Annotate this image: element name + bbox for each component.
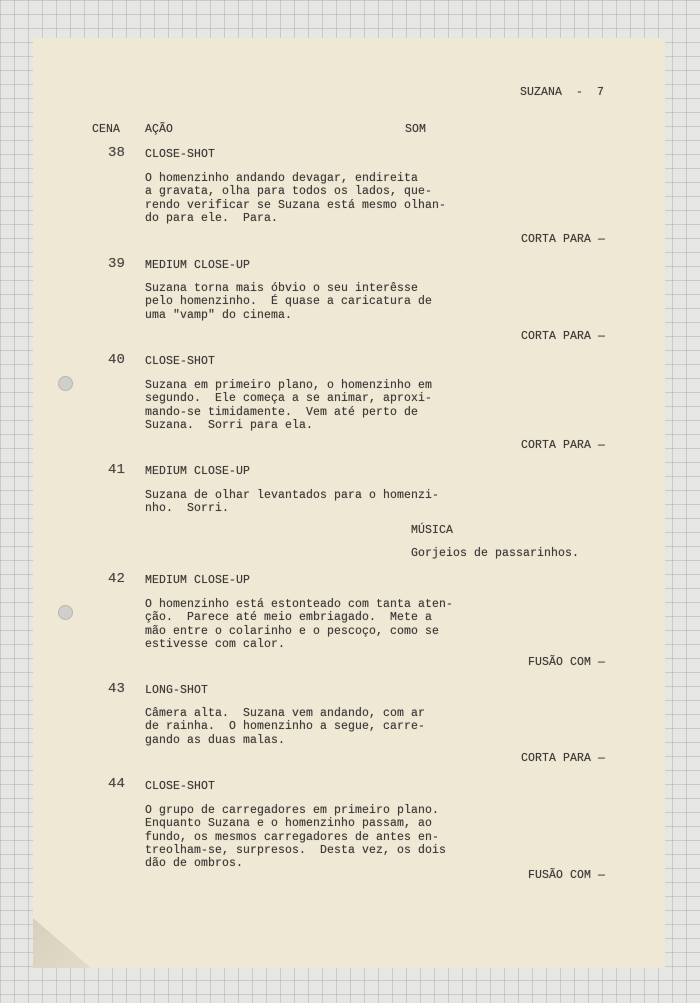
column-som: SOM <box>405 123 427 136</box>
scene-action: O grupo de carregadores em primeiro plano. Enquanto Suzana e o homenzinho passam, ao fundo, os mesmos carregadores de antes en- treolham-se, surpresos. Desta vez, os dois dão de ombros. <box>145 804 447 871</box>
scene-action: Suzana torna mais óbvio o seu interêsse pelo homenzinho. É quase a caricatura de uma "vamp" do cinema. <box>145 282 433 322</box>
scene-shot: CLOSE-SHOT <box>145 780 216 793</box>
scene-transition: CORTA PARA — <box>520 233 605 246</box>
scene-number: 39 <box>108 256 126 272</box>
scene-action: Câmera alta. Suzana vem andando, com ar de rainha. O homenzinho a segue, carre- gando as duas malas. <box>145 707 426 747</box>
scene-number: 38 <box>108 145 126 161</box>
scene-action: Suzana em primeiro plano, o homenzinho em segundo. Ele começa a se animar, aproxi- mando-se timidamente. Vem até perto de Suzana. Sorri para ela. <box>145 379 433 432</box>
scene-shot: LONG-SHOT <box>145 684 209 697</box>
scene-number: 40 <box>108 352 126 368</box>
scene-shot: CLOSE-SHOT <box>145 148 216 161</box>
scene-shot: CLOSE-SHOT <box>145 355 216 368</box>
sound-description: Gorjeios de passarinhos. <box>411 547 580 560</box>
scene-transition: CORTA PARA — <box>520 752 605 765</box>
scene-transition: FUSÃO COM — <box>527 656 605 669</box>
scene-shot: MEDIUM CLOSE-UP <box>145 574 251 587</box>
column-cena: CENA <box>92 123 121 136</box>
scene-number: 41 <box>108 462 126 478</box>
scene-action: O homenzinho está estonteado com tanta aten- ção. Parece até meio embriagado. Mete a mão entre o colarinho e o pescoço, como se estivesse com calor. <box>145 598 454 651</box>
punch-hole-bottom <box>58 605 73 620</box>
scene-number: 44 <box>108 776 126 792</box>
sound-heading: MÚSICA <box>411 524 454 537</box>
scene-transition: CORTA PARA — <box>520 330 605 343</box>
punch-hole-top <box>58 376 73 391</box>
scene-action: O homenzinho andando devagar, endireita a gravata, olha para todos os lados, que- rendo verificar se Suzana está mesmo olhan- do para ele. Para. <box>145 172 447 225</box>
scene-number: 43 <box>108 681 126 697</box>
column-acao: AÇÃO <box>145 123 174 136</box>
page-header: SUZANA - 7 <box>520 86 605 99</box>
scene-shot: MEDIUM CLOSE-UP <box>145 259 251 272</box>
scene-shot: MEDIUM CLOSE-UP <box>145 465 251 478</box>
scene-transition: FUSÃO COM — <box>527 869 605 882</box>
scene-action: Suzana de olhar levantados para o homenzi- nho. Sorri. <box>145 489 440 516</box>
scene-transition: CORTA PARA — <box>520 439 605 452</box>
scene-number: 42 <box>108 571 126 587</box>
